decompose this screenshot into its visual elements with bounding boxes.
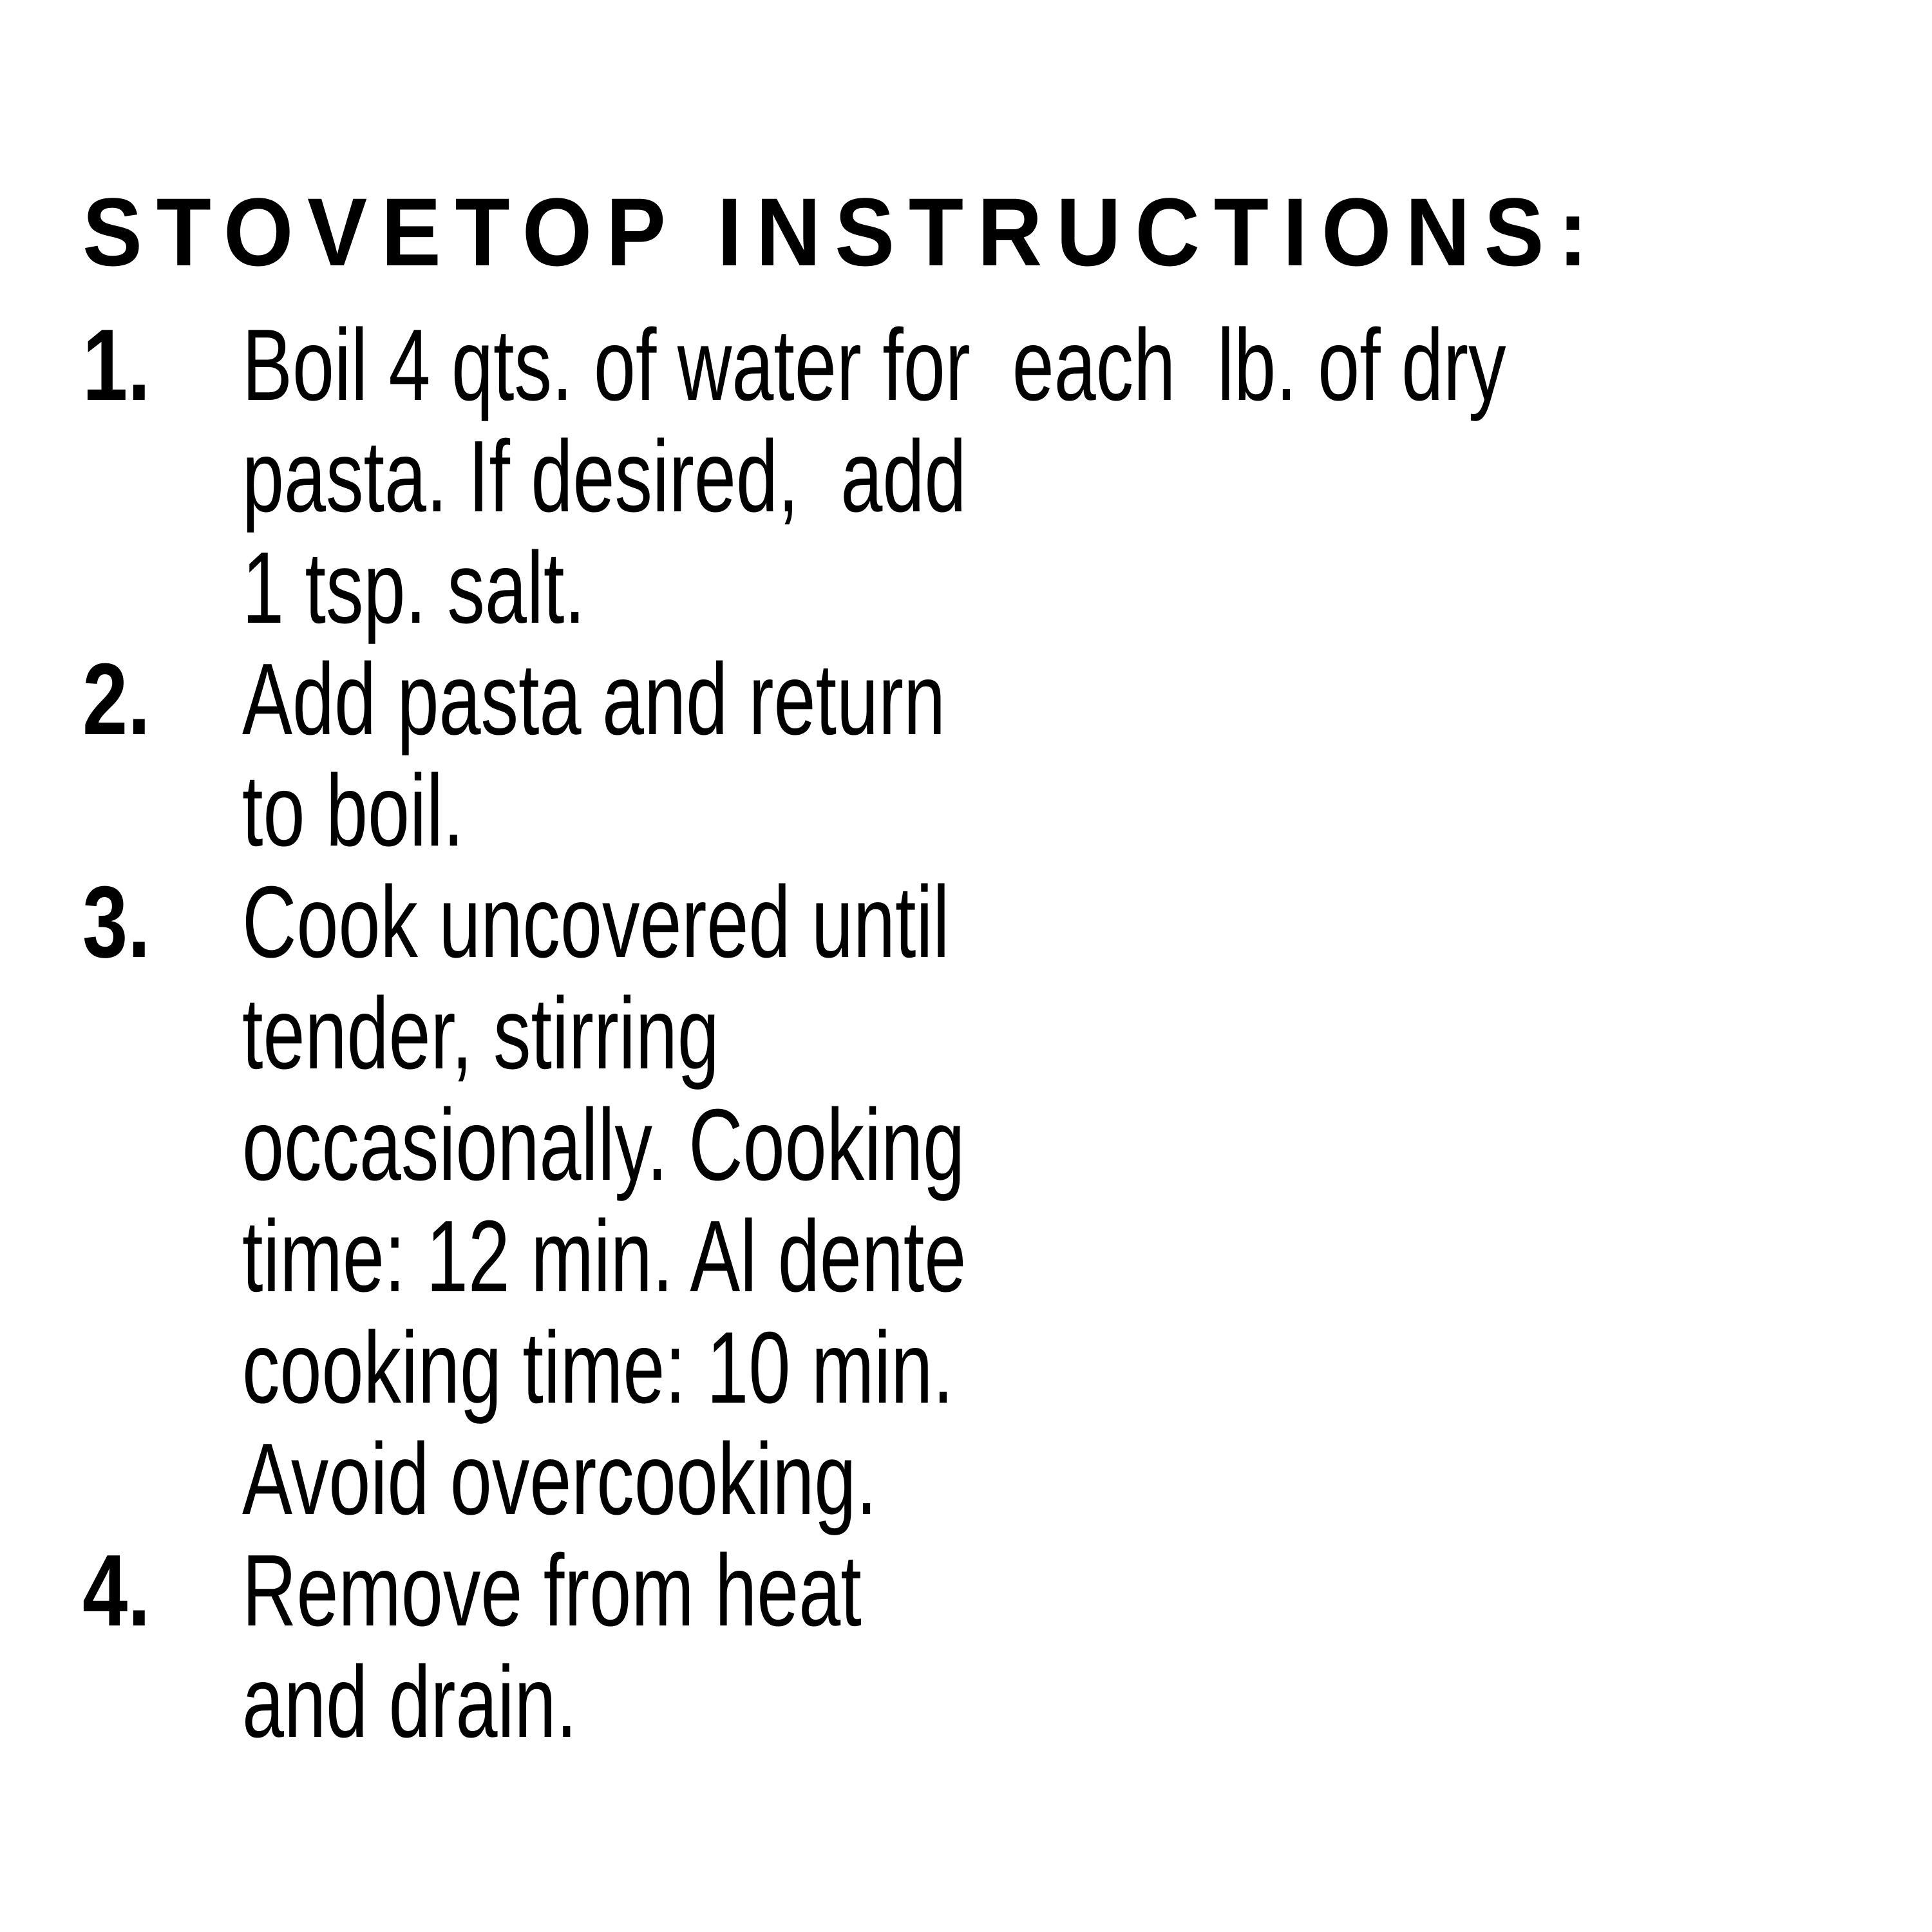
step-text-line: 1 tsp. salt. xyxy=(242,531,585,645)
step-text-line: Cook uncovered until xyxy=(242,866,950,979)
step-text-line: Avoid overcooking. xyxy=(242,1423,877,1536)
instructions-list xyxy=(82,310,1899,1758)
step-text xyxy=(242,644,1899,867)
step-text-line: cooking time: 10 min. xyxy=(242,1311,954,1425)
step-text-line: Remove from heat xyxy=(242,1534,862,1647)
step-text-line: Add pasta and return xyxy=(242,643,946,756)
list-item-step-2 xyxy=(82,644,1899,867)
step-number: 3. xyxy=(82,866,151,979)
step-text xyxy=(242,867,1899,1535)
step-text-line: pasta. If desired, add xyxy=(242,420,967,533)
step-text-line: and drain. xyxy=(242,1645,578,1759)
step-number: 4. xyxy=(82,1534,151,1647)
step-text-line: occasionally. Cooking xyxy=(242,1088,965,1202)
page-title: STOVETOP INSTRUCTIONS: xyxy=(82,178,1602,286)
step-number: 1. xyxy=(82,308,151,422)
step-number: 2. xyxy=(82,643,151,756)
step-text xyxy=(242,310,1899,644)
instructions-content xyxy=(82,179,1899,1758)
list-item-step-1 xyxy=(82,310,1899,644)
step-text-line: Boil 4 qts. of water for each lb. of dry xyxy=(242,308,1506,422)
step-text xyxy=(242,1535,1899,1758)
step-text-line: to boil. xyxy=(242,754,464,867)
list-item-step-3 xyxy=(82,867,1899,1535)
list-item-step-4 xyxy=(82,1535,1899,1758)
step-text-line: tender, stirring xyxy=(242,977,719,1090)
step-text-line: time: 12 min. Al dente xyxy=(242,1200,967,1313)
